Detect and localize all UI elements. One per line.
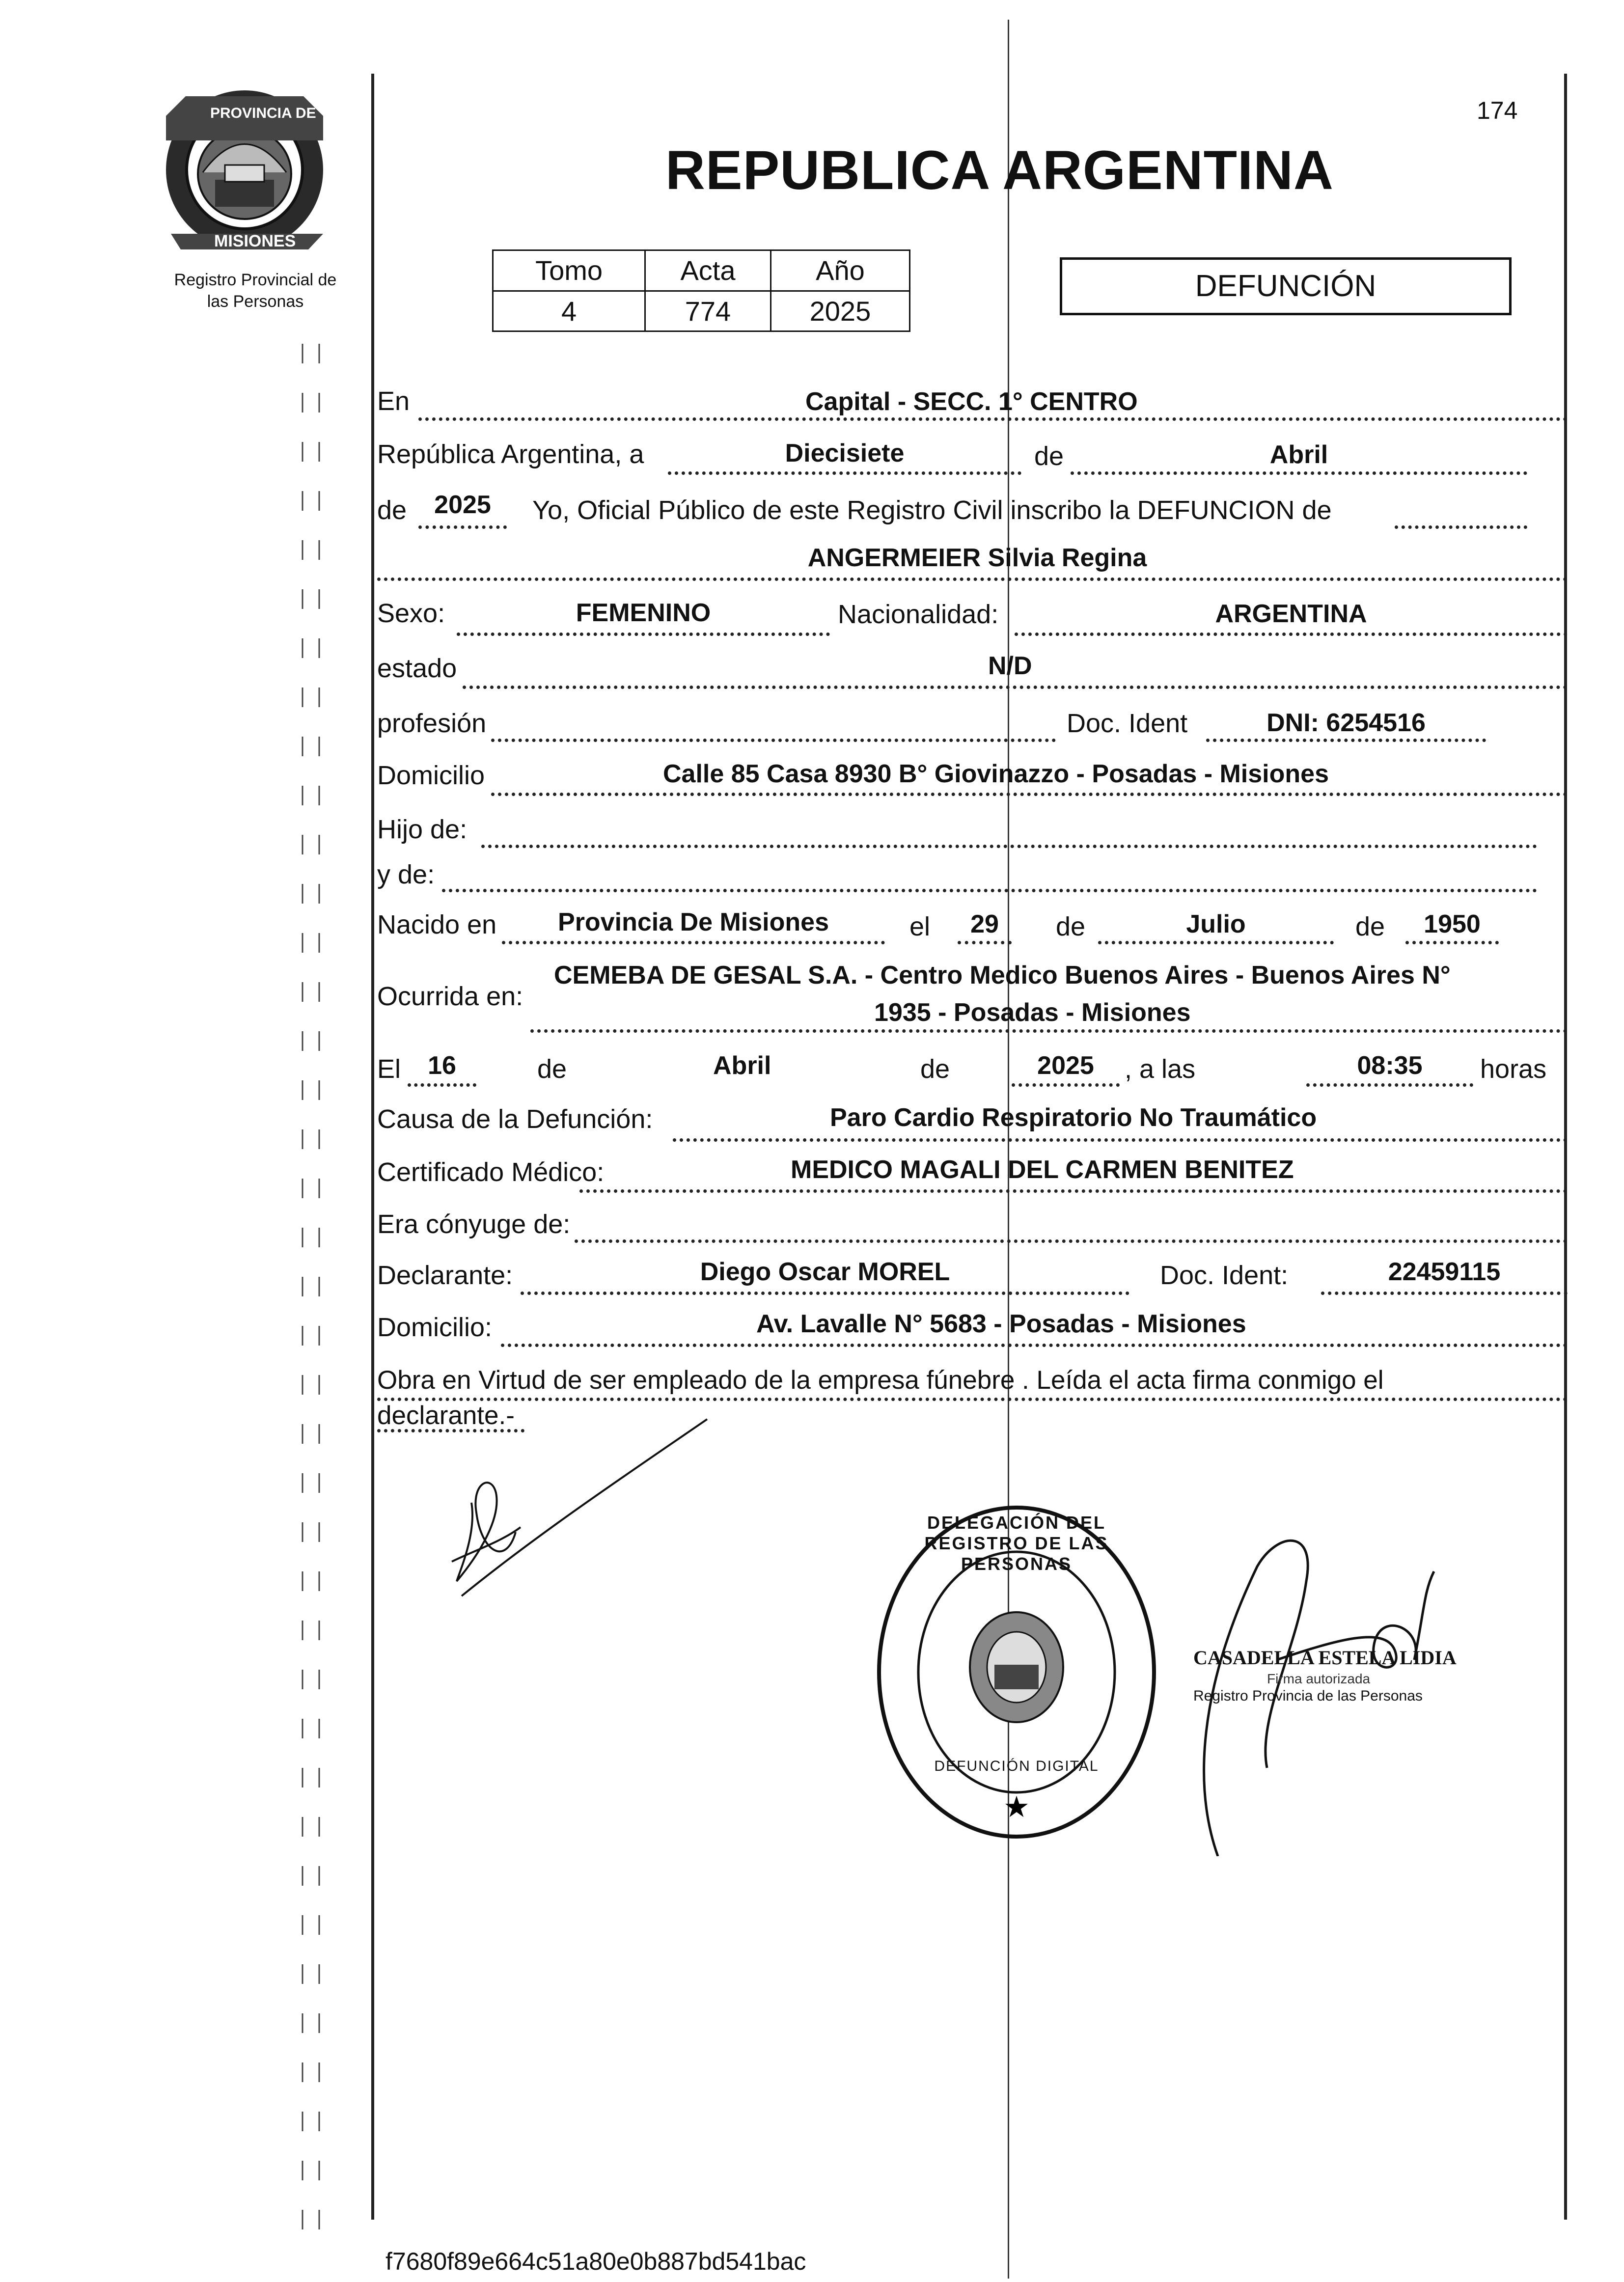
sexo-label: Sexo: — [377, 599, 445, 628]
causa-value: Paro Cardio Respiratorio No Traumático — [830, 1103, 1317, 1132]
doc-label: Doc. Ident — [1067, 709, 1188, 738]
seal-outer-text: DELEGACIÓN DEL REGISTRO DE LAS PERSONAS — [924, 1512, 1109, 1574]
left-frame-line — [371, 74, 374, 2220]
alas-label: , a las — [1125, 1054, 1196, 1084]
registry-caption-line1: Registro Provincial de — [174, 271, 337, 289]
de-label: de — [1034, 441, 1064, 471]
center-fold-line — [1008, 20, 1009, 2279]
nombre-value: ANGERMEIER Silvia Regina — [807, 544, 1147, 572]
logo-top-text: PROVINCIA DE — [210, 105, 316, 121]
de4-label: de — [1355, 912, 1385, 941]
nacido-line — [502, 941, 885, 944]
nacionalidad-label: Nacionalidad: — [838, 600, 999, 629]
ocurrida-line1: CEMEBA DE GESAL S.A. - Centro Medico Buenos Aires - Buenos Aires N° — [554, 961, 1451, 990]
registry-caption-line2: las Personas — [207, 292, 304, 311]
domicilio-label: Domicilio — [377, 761, 485, 790]
de2-label: de — [377, 495, 407, 525]
doc-line — [1206, 739, 1486, 742]
de6-label: de — [920, 1054, 950, 1084]
el-label: el — [909, 912, 931, 941]
estado-line — [463, 686, 1568, 689]
en-label: En — [377, 386, 410, 416]
en-line — [418, 417, 1568, 421]
de5-label: de — [537, 1054, 567, 1084]
signature-block — [1193, 1646, 1498, 1705]
dia-value: Diecisiete — [785, 439, 905, 467]
obra-line — [377, 1398, 1568, 1401]
right-frame-line — [1564, 83, 1567, 2220]
domicilio-value: Calle 85 Casa 8930 B° Giovinazzo - Posadas - Misiones — [663, 760, 1329, 788]
doc-type-label: DEFUNCIÓN — [1195, 269, 1376, 303]
doc2-value: 22459115 — [1388, 1258, 1501, 1286]
domicilio2-line — [501, 1344, 1568, 1347]
nacionalidad-line — [1015, 632, 1568, 636]
estado-value: N/D — [988, 652, 1032, 680]
seal-inner-text: DEFUNCIÓN DIGITAL — [934, 1758, 1099, 1774]
declarante-value: Diego Oscar MOREL — [700, 1258, 950, 1286]
anio-value: 2025 — [434, 491, 491, 519]
official-seal — [874, 1503, 1159, 1842]
nac-anio-value: 1950 — [1424, 910, 1481, 938]
mes-value: Abril — [1269, 440, 1328, 469]
registry-caption — [147, 269, 363, 312]
doc-value: DNI: 6254516 — [1266, 709, 1426, 737]
obra-text2: declarante.- — [377, 1401, 515, 1430]
conyuge-line — [575, 1239, 1568, 1243]
country-title: REPUBLICA ARGENTINA — [665, 139, 1334, 201]
de3-label: de — [1056, 912, 1086, 941]
table-value-acta: 774 — [645, 291, 771, 331]
certificado-value: MEDICO MAGALI DEL CARMEN BENITEZ — [791, 1155, 1294, 1184]
mes-line — [1071, 471, 1527, 475]
signer-name: CASADELLA ESTELA LIDIA — [1193, 1647, 1457, 1669]
horas-label: horas — [1480, 1054, 1547, 1084]
def-mes-value: Abril — [713, 1051, 771, 1080]
def-dia-line — [408, 1083, 476, 1087]
causa-line — [673, 1138, 1568, 1142]
nacido-value: Provincia De Misiones — [558, 908, 829, 936]
doc2-label: Doc. Ident: — [1160, 1261, 1289, 1290]
obra-text: Obra en Virtud de ser empleado de la empresa fúnebre . Leída el acta firma conmigo el — [377, 1366, 1384, 1395]
def-dia-value: 16 — [428, 1051, 456, 1080]
profesion-line — [491, 739, 1056, 742]
ocurrida-line — [530, 1029, 1568, 1033]
republica-label: República Argentina, a — [377, 440, 644, 469]
nac-dia-value: 29 — [970, 910, 999, 938]
def-hora-value: 08:35 — [1357, 1051, 1423, 1080]
domicilio-line — [491, 793, 1568, 796]
signer-role: Firma autorizada — [1267, 1671, 1371, 1686]
declarante-line — [521, 1292, 1129, 1295]
nac-anio-line — [1405, 941, 1499, 944]
yo-text: Yo, Oficial Público de este Registro Civil inscribo la DEFUNCION de — [532, 495, 1332, 525]
nacionalidad-value: ARGENTINA — [1215, 600, 1367, 628]
table-header-acta: Acta — [645, 250, 771, 291]
certificado-line — [579, 1189, 1568, 1193]
dia-line — [668, 471, 1021, 475]
nombre-line — [377, 577, 1568, 581]
svg-text:★: ★ — [1003, 1790, 1030, 1824]
def-hora-line — [1306, 1083, 1473, 1087]
causa-label: Causa de la Defunción: — [377, 1104, 653, 1134]
top-right-tick — [1564, 74, 1567, 133]
nac-dia-line — [958, 941, 1012, 944]
en-value: Capital - SECC. 1° CENTRO — [805, 387, 1138, 416]
profesion-label: profesión — [377, 709, 487, 738]
record-table — [492, 249, 910, 332]
declarant-signature — [442, 1404, 717, 1611]
logo-bottom-text: MISIONES — [214, 232, 296, 250]
yde-line — [442, 889, 1537, 892]
table-value-anio: 2025 — [771, 291, 909, 331]
declarante-label: Declarante: — [377, 1261, 513, 1290]
anio-line — [418, 525, 507, 529]
domicilio2-value: Av. Lavalle N° 5683 - Posadas - Misiones — [756, 1310, 1246, 1338]
estado-label: estado — [377, 654, 457, 683]
yde-label: y de: — [377, 860, 435, 889]
nac-mes-line — [1098, 941, 1334, 944]
el2-label: El — [377, 1054, 401, 1084]
left-margin-marks — [300, 339, 323, 2254]
document-hash: f7680f89e664c51a80e0b887bd541bac — [385, 2248, 806, 2275]
sexo-line — [457, 632, 830, 636]
hijo-label: Hijo de: — [377, 815, 468, 844]
hijo-line — [481, 845, 1537, 848]
def-anio-value: 2025 — [1037, 1051, 1094, 1080]
domicilio2-label: Domicilio: — [377, 1313, 493, 1342]
nacido-label: Nacido en — [377, 910, 497, 939]
doc-type-box — [1060, 257, 1512, 315]
conyuge-label: Era cónyuge de: — [377, 1210, 571, 1239]
ocurrida-line2: 1935 - Posadas - Misiones — [874, 998, 1191, 1027]
doc2-line — [1321, 1292, 1568, 1295]
nac-mes-value: Julio — [1186, 910, 1246, 938]
certificado-label: Certificado Médico: — [377, 1157, 605, 1187]
ocurrida-label: Ocurrida en: — [377, 982, 523, 1011]
table-header-tomo: Tomo — [493, 250, 645, 291]
provincial-logo — [156, 86, 333, 253]
sexo-value: FEMENINO — [576, 599, 711, 627]
yo-line — [1395, 525, 1527, 529]
page-number: 174 — [1477, 97, 1518, 124]
signer-entity: Registro Provincia de las Personas — [1193, 1688, 1423, 1704]
table-header-anio: Año — [771, 250, 909, 291]
def-anio-line — [1012, 1083, 1120, 1087]
table-value-tomo: 4 — [493, 291, 645, 331]
